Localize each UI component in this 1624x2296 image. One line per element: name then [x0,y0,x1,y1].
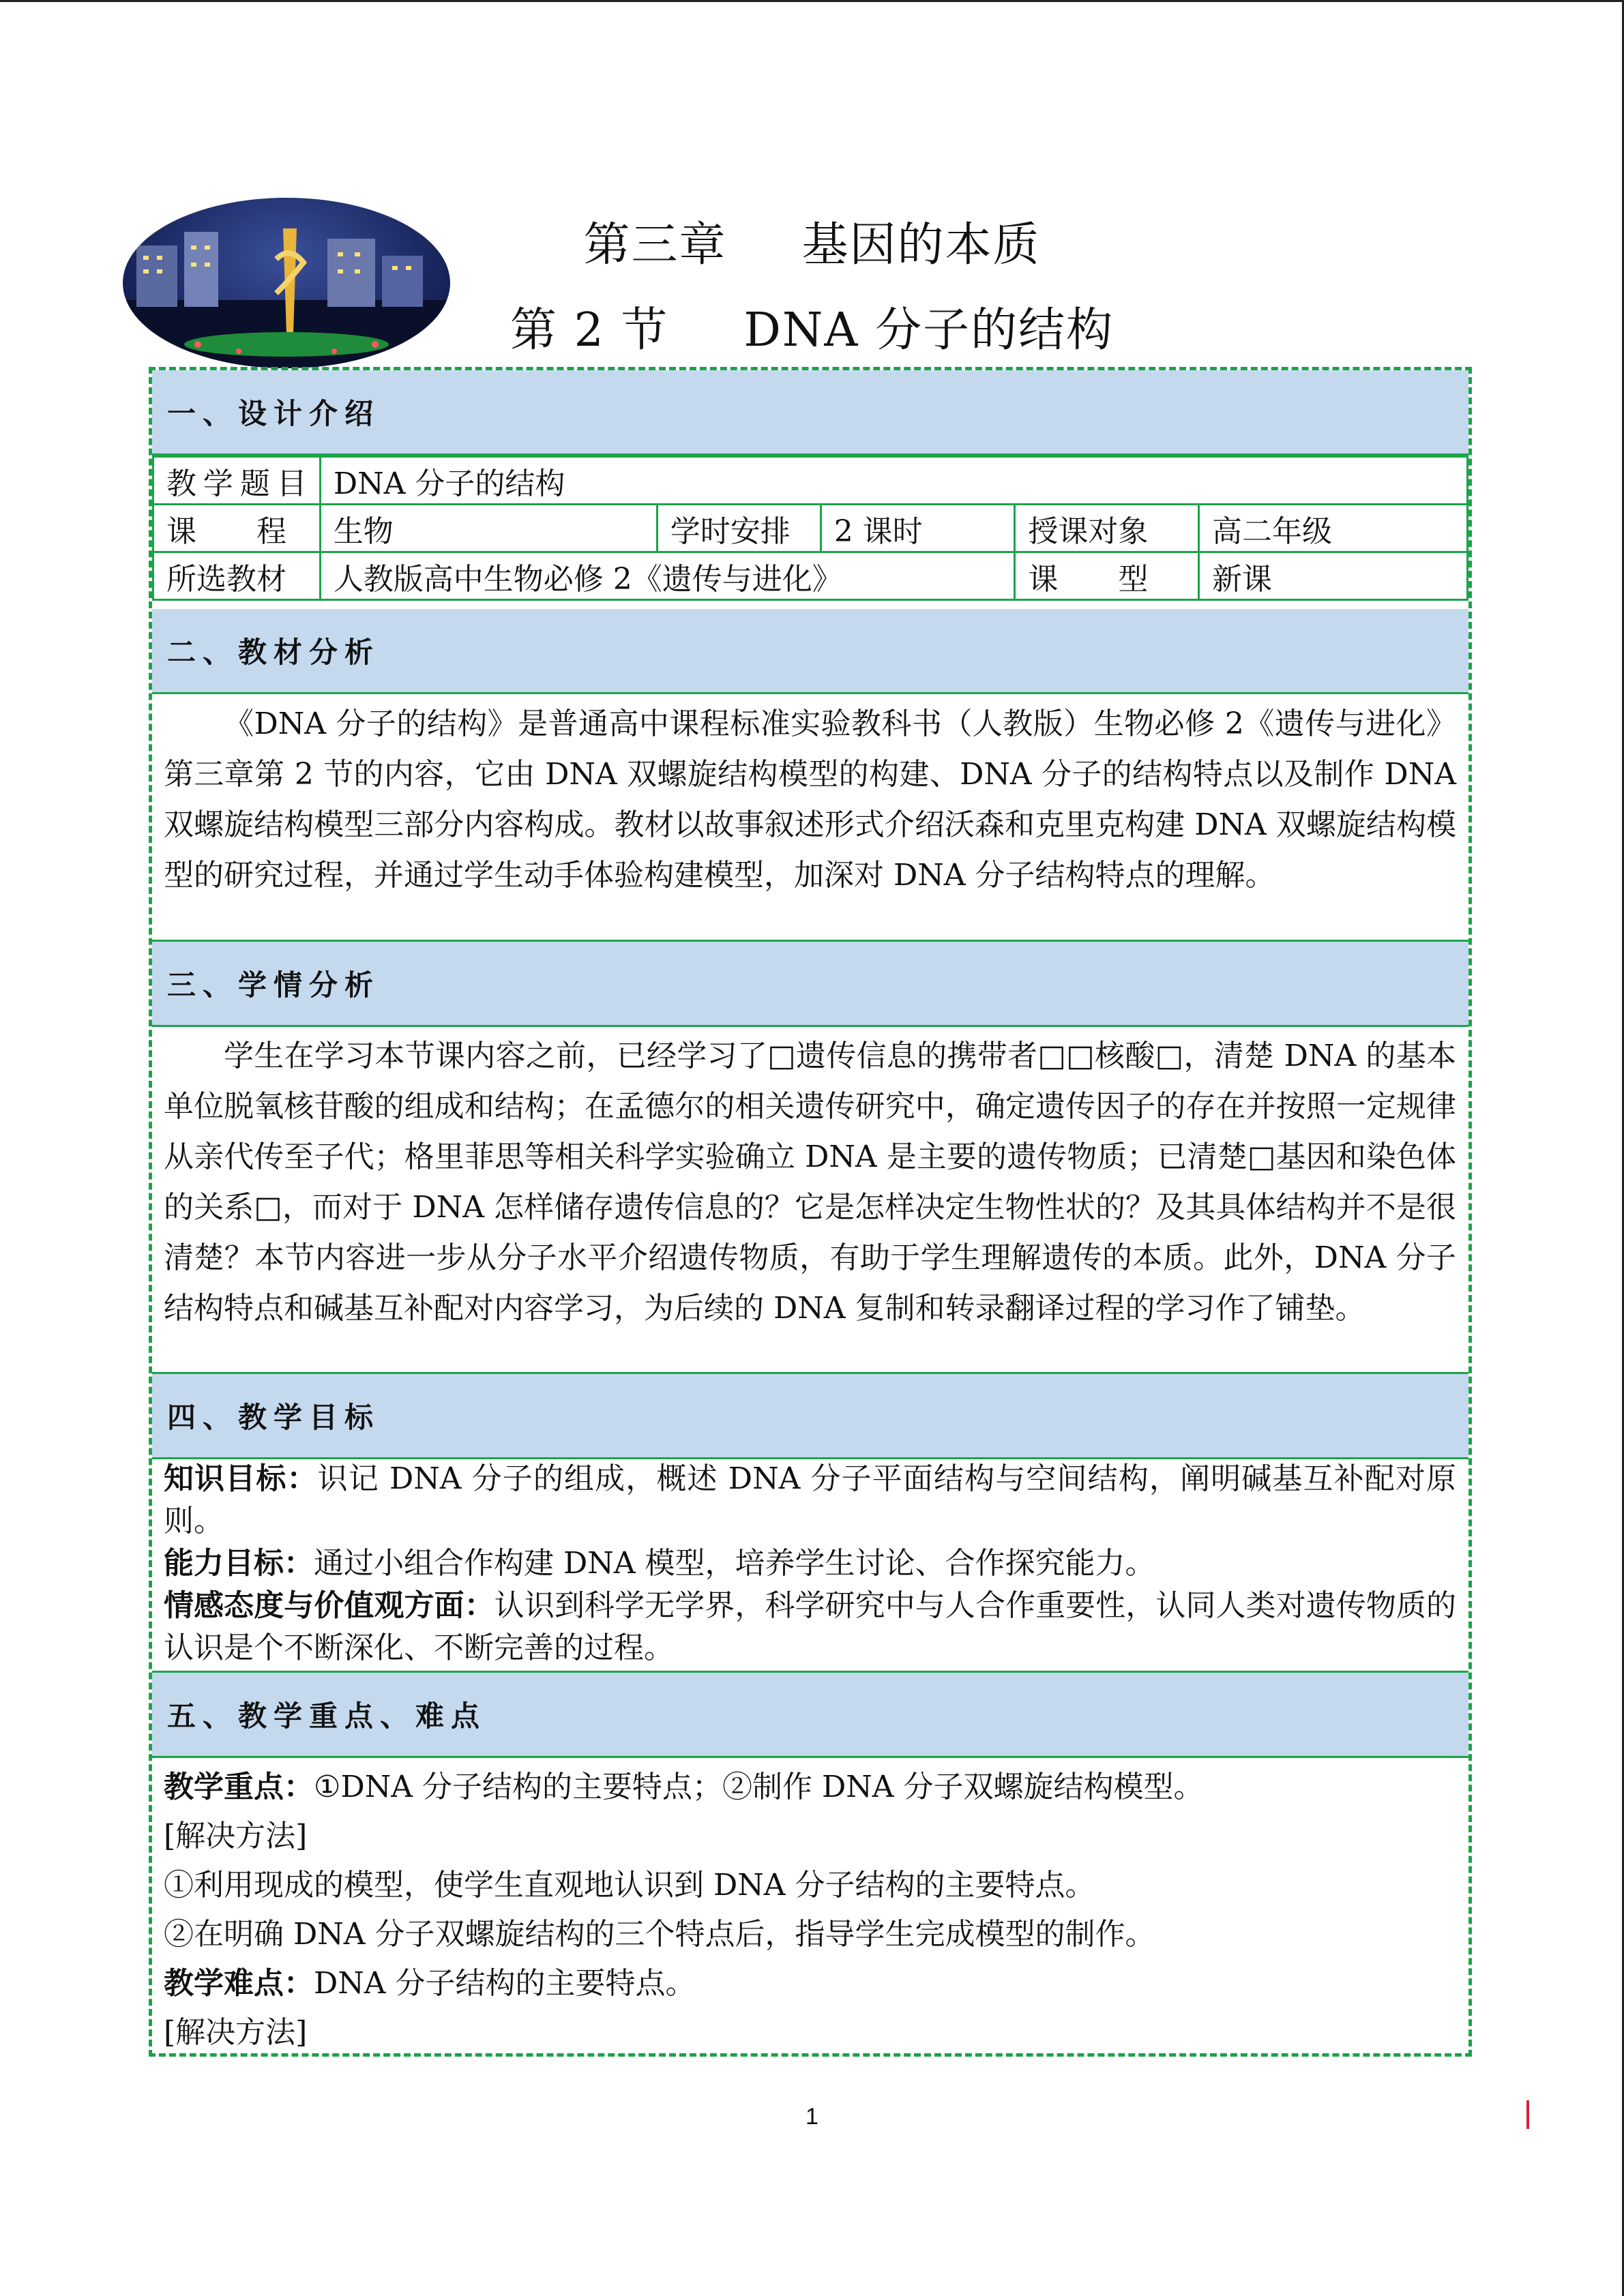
textbook-value: 人教版高中生物必修 2《遗传与进化》 [320,552,1015,600]
teaching-difficulty [164,1959,1456,2008]
solution-method-label-2: [解决方法] [164,2015,308,2050]
emotion-goal-text: 认识到科学无学界，科学研究中与人合作重要性，认同人类对遗传物质的认识是个不断深化、不断完善的过程。 [164,1588,1457,1665]
topic-label: 教学题目 [153,457,321,505]
solution-method-label: [解决方法] [164,1819,308,1853]
page-top-border [0,0,1624,2]
chapter-name: 基因的本质 [801,218,1041,272]
goals-content [164,1458,1456,1669]
section-name: DNA 分子的结构 [743,303,1114,357]
keypoints-content [164,1763,1456,2057]
audience-value: 高二年级 [1199,505,1468,552]
textbook-label: 所选教材 [153,552,321,600]
teaching-focus-text: ①DNA 分子结构的主要特点；②制作 DNA 分子双螺旋结构模型。 [314,1770,1204,1804]
material-analysis-text: 《DNA 分子的结构》是普通高中课程标准实验教科书（人教版）生物必修 2《遗传与进化》第三章第 2 节的内容，它由 DNA 双螺旋结构模型的构建、DNA 分子的结构特点以及制作 DNA 双螺旋结构模型三部分内容构成。教材以故事叙述形式介绍沃森和克里克构建 DNA 双螺旋结构模型的研究过程，并通过学生动手体验构建模型，加深对 DNA 分子结构特点的理解。 [164,706,1456,893]
teaching-focus-label: 教学重点： [164,1770,314,1804]
solution-step-2: ②在明确 DNA 分子双螺旋结构的三个特点后，指导学生完成模型的制作。 [164,1917,1155,1952]
knowledge-goal-text: 识记 DNA 分子的组成，概述 DNA 分子平面结构与空间结构，阐明碱基互补配对原则。 [164,1461,1456,1538]
course-label: 课 程 [153,505,321,552]
page-number: 1 [806,2104,818,2130]
teaching-difficulty-label: 教学难点： [164,1966,314,2001]
section-heading-student-analysis: 三、学情分析 [152,942,1468,1027]
table-row [153,552,1468,600]
chapter-number: 第三章 [583,218,727,272]
ability-goal [164,1542,1456,1585]
section-heading-goals: 四、教学目标 [152,1374,1468,1459]
section-title [0,293,1624,359]
topic-value: DNA 分子的结构 [320,457,1467,505]
hours-value: 2 课时 [821,505,1015,552]
knowledge-goal-label: 知识目标： [164,1461,318,1496]
solution-step-1: ①利用现成的模型，使学生直观地认识到 DNA 分子结构的主要特点。 [164,1868,1095,1903]
ability-goal-label: 能力目标： [164,1546,314,1581]
emotion-goal [164,1585,1456,1669]
course-value: 生物 [320,505,657,552]
knowledge-goal [164,1458,1456,1542]
audience-label: 授课对象 [1015,505,1199,552]
emotion-goal-label: 情感态度与价值观方面： [164,1588,494,1623]
hours-label: 学时安排 [657,505,821,552]
section-heading-design: 一、设计介绍 [152,370,1468,456]
red-margin-mark [1526,2100,1529,2129]
table-row [153,457,1468,505]
course-info-table [152,456,1468,601]
type-label: 课 型 [1015,552,1199,600]
teaching-focus [164,1763,1456,1812]
table-row [153,505,1468,552]
section-heading-keypoints: 五、教学重点、难点 [152,1673,1468,1758]
section-number: 第 2 节 [510,303,669,357]
student-analysis-text: 学生在学习本节课内容之前，已经学习了□遗传信息的携带者□□核酸□，清楚 DNA 的基本单位脱氧核苷酸的组成和结构；在孟德尔的相关遗传研究中，确定遗传因子的存在并按照一定规律从亲代传至子代；格里菲思等相关科学实验确立 DNA 是主要的遗传物质；已清楚□基因和染色体的关系□，而对于 DNA 怎样储存遗传信息的？它是怎样决定生物性状的？及其具体结构并不是很清楚？本节内容进一步从分子水平介绍遗传物质，有助于学生理解遗传的本质。此外，DNA 分子结构特点和碱基互补配对内容学习，为后续的 DNA 复制和转录翻译过程的学习作了铺垫。 [164,1039,1456,1326]
type-value: 新课 [1199,552,1468,600]
ability-goal-text: 通过小组合作构建 DNA 模型，培养学生讨论、合作探究能力。 [314,1546,1155,1581]
section-heading-material-analysis: 二、教材分析 [152,609,1468,694]
teaching-difficulty-text: DNA 分子结构的主要特点。 [314,1966,696,2001]
chapter-title [0,208,1624,274]
